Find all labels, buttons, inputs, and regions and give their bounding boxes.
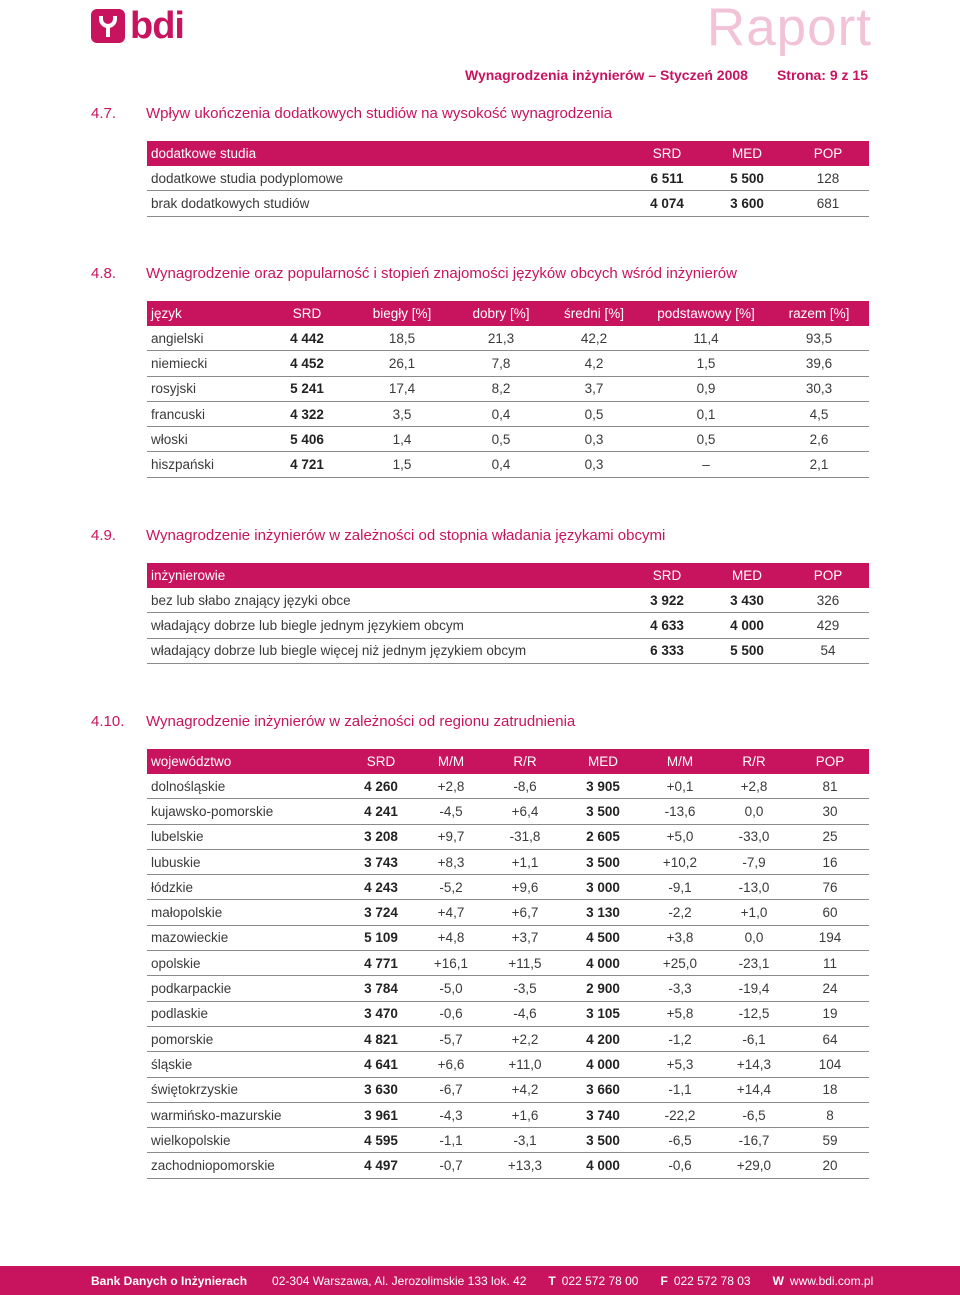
cell: 5 109 [347,925,415,950]
report-title: Wynagrodzenia inżynierów – Styczeń 2008 [465,67,748,83]
cell: -22,2 [643,1102,717,1127]
header-cell: MED [707,563,787,588]
table-row [147,849,869,874]
header-cell: R/R [487,749,563,774]
table-regions [147,749,869,1179]
cell: zachodniopomorskie [147,1153,347,1178]
cell: 4 074 [627,191,707,216]
table-row [147,613,869,638]
cell: -3,3 [643,976,717,1001]
cell: 30 [791,799,869,824]
cell: 4 442 [267,326,347,351]
cell: 4 260 [347,774,415,799]
cell: -13,6 [643,799,717,824]
cell: 1,4 [347,427,457,452]
cell: +9,7 [415,824,487,849]
cell: -8,6 [487,774,563,799]
table-row [147,951,869,976]
cell: -0,6 [643,1153,717,1178]
cell: +8,3 [415,849,487,874]
cell: -7,9 [717,849,791,874]
cell: 0,5 [643,427,769,452]
cell: mazowieckie [147,925,347,950]
cell: 0,4 [457,452,545,477]
cell: +13,3 [487,1153,563,1178]
cell: lubelskie [147,824,347,849]
cell: 0,3 [545,427,643,452]
cell: 4 000 [563,1153,643,1178]
table-row [147,1001,869,1026]
cell: 3 740 [563,1102,643,1127]
cell: +2,2 [487,1026,563,1051]
table-row [147,976,869,1001]
cell: -19,4 [717,976,791,1001]
cell: 3 470 [347,1001,415,1026]
cell: 3 660 [563,1077,643,1102]
cell: 4 000 [563,1052,643,1077]
bdi-logo [91,6,184,46]
header-cell: dodatkowe studia [147,141,627,166]
cell: +2,8 [717,774,791,799]
cell: -1,2 [643,1026,717,1051]
cell: -6,1 [717,1026,791,1051]
cell: 5 500 [707,638,787,663]
cell: 20 [791,1153,869,1178]
header-cell: MED [707,141,787,166]
footer-address: 02-304 Warszawa, Al. Jerozolimskie 133 lok. 42 [272,1273,527,1288]
cell: 6 333 [627,638,707,663]
cell: 5 500 [707,166,787,191]
cell: 4 243 [347,875,415,900]
cell: 64 [791,1026,869,1051]
section-number: 4.9. [91,527,117,544]
cell: 60 [791,900,869,925]
cell: 3 784 [347,976,415,1001]
cell: śląskie [147,1052,347,1077]
bdi-logo-icon [91,9,125,43]
cell: 26,1 [347,351,457,376]
table-row [147,1026,869,1051]
cell: 4 322 [267,401,347,426]
cell: -6,5 [643,1128,717,1153]
cell: świętokrzyskie [147,1077,347,1102]
cell: podlaskie [147,1001,347,1026]
footer-phone-label: T [548,1273,556,1288]
cell: 3 905 [563,774,643,799]
cell: rosyjski [147,376,267,401]
footer-phone: 022 572 78 00 [561,1273,639,1288]
cell: 0,9 [643,376,769,401]
cell: 4 241 [347,799,415,824]
cell: kujawsko-pomorskie [147,799,347,824]
table-header [147,563,869,588]
cell: 4,2 [545,351,643,376]
cell: +14,4 [717,1077,791,1102]
cell: 3,5 [347,401,457,426]
cell: 3 130 [563,900,643,925]
footer-org: Bank Danych o Inżynierach [91,1273,248,1288]
cell: -33,0 [717,824,791,849]
cell: 81 [791,774,869,799]
cell: +4,8 [415,925,487,950]
page-number: Strona: 9 z 15 [776,67,868,83]
cell: -9,1 [643,875,717,900]
cell: lubuskie [147,849,347,874]
table-row [147,900,869,925]
table-row [147,588,869,613]
section-title-4-10 [91,712,575,732]
header-cell: inżynierowie [147,563,627,588]
cell: niemiecki [147,351,267,376]
cell: włoski [147,427,267,452]
cell: -1,1 [643,1077,717,1102]
section-heading: Wynagrodzenie inżynierów w zależności od regionu zatrudnienia [146,713,576,730]
cell: bez lub słabo znający języki obce [147,588,627,613]
cell: 4 000 [707,613,787,638]
cell: -16,7 [717,1128,791,1153]
cell: +5,0 [643,824,717,849]
cell: +25,0 [643,951,717,976]
logo-text: bdi [130,5,184,47]
cell: władający dobrze lub biegle więcej niż jednym językiem obcym [147,638,627,663]
cell: +14,3 [717,1052,791,1077]
cell: władający dobrze lub biegle jednym językiem obcym [147,613,627,638]
cell: +5,3 [643,1052,717,1077]
cell: +29,0 [717,1153,791,1178]
section-heading: Wynagrodzenie oraz popularność i stopień znajomości języków obcych wśród inżynierów [146,265,737,282]
cell: +6,4 [487,799,563,824]
cell: +16,1 [415,951,487,976]
header-cell: R/R [717,749,791,774]
cell: łódzkie [147,875,347,900]
header-cell: SRD [627,563,707,588]
header-cell: język [147,301,267,326]
cell: +1,1 [487,849,563,874]
cell: hiszpański [147,452,267,477]
cell: 4 633 [627,613,707,638]
table-row [147,427,869,452]
cell: 25 [791,824,869,849]
cell: -12,5 [717,1001,791,1026]
table-row [147,1077,869,1102]
cell: 2,6 [769,427,869,452]
cell: 16 [791,849,869,874]
cell: +11,5 [487,951,563,976]
cell: 681 [787,191,869,216]
footer-fax: 022 572 78 03 [673,1273,751,1288]
cell: 3 000 [563,875,643,900]
cell: +11,0 [487,1052,563,1077]
cell: +0,1 [643,774,717,799]
cell: -1,1 [415,1128,487,1153]
cell: +5,8 [643,1001,717,1026]
cell: +4,2 [487,1077,563,1102]
cell: -4,6 [487,1001,563,1026]
table-row [147,376,869,401]
cell: 0,3 [545,452,643,477]
table-row [147,326,869,351]
cell: -4,3 [415,1102,487,1127]
cell: pomorskie [147,1026,347,1051]
cell: wielkopolskie [147,1128,347,1153]
cell: +4,7 [415,900,487,925]
table-row [147,1153,869,1178]
cell: -13,0 [717,875,791,900]
footer-www-label: W [772,1273,784,1288]
cell: 59 [791,1128,869,1153]
section-title-4-9 [91,526,665,546]
cell: 8,2 [457,376,545,401]
cell: 19 [791,1001,869,1026]
cell: 5 406 [267,427,347,452]
header-cell: podstawowy [%] [643,301,769,326]
cell: -0,6 [415,1001,487,1026]
cell: -6,5 [717,1102,791,1127]
region-table-body [147,774,869,1178]
cell: +2,8 [415,774,487,799]
table-row [147,799,869,824]
section-heading: Wynagrodzenie inżynierów w zależności od stopnia władania językami obcymi [146,527,666,544]
table-row [147,166,869,191]
cell: 17,4 [347,376,457,401]
cell: +3,7 [487,925,563,950]
cell: 0,1 [643,401,769,426]
cell: 326 [787,588,869,613]
cell: 3 961 [347,1102,415,1127]
cell: 6 511 [627,166,707,191]
cell: 0,5 [457,427,545,452]
table-row [147,1052,869,1077]
cell: 4 641 [347,1052,415,1077]
table-row [147,875,869,900]
table-language-proficiency [147,563,869,664]
cell: +6,7 [487,900,563,925]
cell: 18 [791,1077,869,1102]
cell: 39,6 [769,351,869,376]
cell: 93,5 [769,326,869,351]
header-cell: razem [%] [769,301,869,326]
cell: 194 [791,925,869,950]
section-heading: Wpływ ukończenia dodatkowych studiów na wysokość wynagrodzenia [146,105,613,122]
cell: 4 497 [347,1153,415,1178]
table-header [147,301,869,326]
cell: 24 [791,976,869,1001]
cell: -31,8 [487,824,563,849]
header-cell: POP [791,749,869,774]
footer [0,1266,960,1295]
cell: 3,7 [545,376,643,401]
cell: 0,0 [717,925,791,950]
header-cell: M/M [415,749,487,774]
table-row [147,824,869,849]
header-cell: województwo [147,749,347,774]
cell: 4 200 [563,1026,643,1051]
table-row [147,1128,869,1153]
section-number: 4.10. [91,713,125,730]
cell: 0,5 [545,401,643,426]
header-cell: średni [%] [545,301,643,326]
cell: 2 900 [563,976,643,1001]
cell: 4 000 [563,951,643,976]
table-header [147,749,869,774]
cell: warmińsko-mazurskie [147,1102,347,1127]
cell: 1,5 [347,452,457,477]
cell: -2,2 [643,900,717,925]
cell: 4 595 [347,1128,415,1153]
header-cell: M/M [643,749,717,774]
cell: 1,5 [643,351,769,376]
cell: 18,5 [347,326,457,351]
cell: 3 430 [707,588,787,613]
table-row [147,191,869,216]
cell: 4,5 [769,401,869,426]
table-additional-studies [147,141,869,217]
cell: 4 821 [347,1026,415,1051]
cell: 3 105 [563,1001,643,1026]
cell: 11 [791,951,869,976]
cell: 3 922 [627,588,707,613]
cell: 3 743 [347,849,415,874]
cell: 11,4 [643,326,769,351]
cell: -4,5 [415,799,487,824]
cell: 76 [791,875,869,900]
cell: 4 721 [267,452,347,477]
cell: 4 500 [563,925,643,950]
header-cell: dobry [%] [457,301,545,326]
raport-title: Raport [706,0,872,57]
cell: 7,8 [457,351,545,376]
cell: brak dodatkowych studiów [147,191,627,216]
cell: 3 724 [347,900,415,925]
cell: 0,0 [717,799,791,824]
cell: podkarpackie [147,976,347,1001]
cell: 4 452 [267,351,347,376]
cell: 128 [787,166,869,191]
cell: 0,4 [457,401,545,426]
cell: 21,3 [457,326,545,351]
cell: – [643,452,769,477]
table-row [147,452,869,477]
cell: +1,6 [487,1102,563,1127]
table-row [147,1102,869,1127]
cell: 3 630 [347,1077,415,1102]
table-row [147,774,869,799]
cell: 4 771 [347,951,415,976]
cell: -3,5 [487,976,563,1001]
header-cell: SRD [627,141,707,166]
cell: opolskie [147,951,347,976]
header-cell: POP [787,141,869,166]
cell: 3 500 [563,1128,643,1153]
cell: 3 500 [563,799,643,824]
cell: dodatkowe studia podyplomowe [147,166,627,191]
table-row [147,401,869,426]
table-header [147,141,869,166]
section-number: 4.8. [91,265,117,282]
cell: -23,1 [717,951,791,976]
cell: +9,6 [487,875,563,900]
table-row [147,925,869,950]
header-cell: SRD [267,301,347,326]
table-languages [147,301,869,478]
table-row [147,638,869,663]
header-cell: biegły [%] [347,301,457,326]
cell: 2,1 [769,452,869,477]
cell: 54 [787,638,869,663]
section-title-4-7 [91,104,612,124]
cell: -5,2 [415,875,487,900]
header-cell: POP [787,563,869,588]
cell: -3,1 [487,1128,563,1153]
cell: 8 [791,1102,869,1127]
header-cell: MED [563,749,643,774]
cell: francuski [147,401,267,426]
table-row [147,351,869,376]
cell: -6,7 [415,1077,487,1102]
cell: -0,7 [415,1153,487,1178]
cell: 3 500 [563,849,643,874]
cell: -5,0 [415,976,487,1001]
footer-fax-label: F [660,1273,668,1288]
cell: 104 [791,1052,869,1077]
cell: małopolskie [147,900,347,925]
cell: 3 208 [347,824,415,849]
cell: +10,2 [643,849,717,874]
cell: -5,7 [415,1026,487,1051]
cell: +1,0 [717,900,791,925]
cell: dolnośląskie [147,774,347,799]
cell: +3,8 [643,925,717,950]
cell: 3 600 [707,191,787,216]
cell: 429 [787,613,869,638]
header-cell: SRD [347,749,415,774]
cell: 2 605 [563,824,643,849]
cell: 5 241 [267,376,347,401]
cell: 30,3 [769,376,869,401]
footer-www-link[interactable]: www.bdi.com.pl [789,1273,874,1288]
cell: +6,6 [415,1052,487,1077]
section-title-4-8 [91,264,737,284]
cell: angielski [147,326,267,351]
section-number: 4.7. [91,105,117,122]
cell: 42,2 [545,326,643,351]
